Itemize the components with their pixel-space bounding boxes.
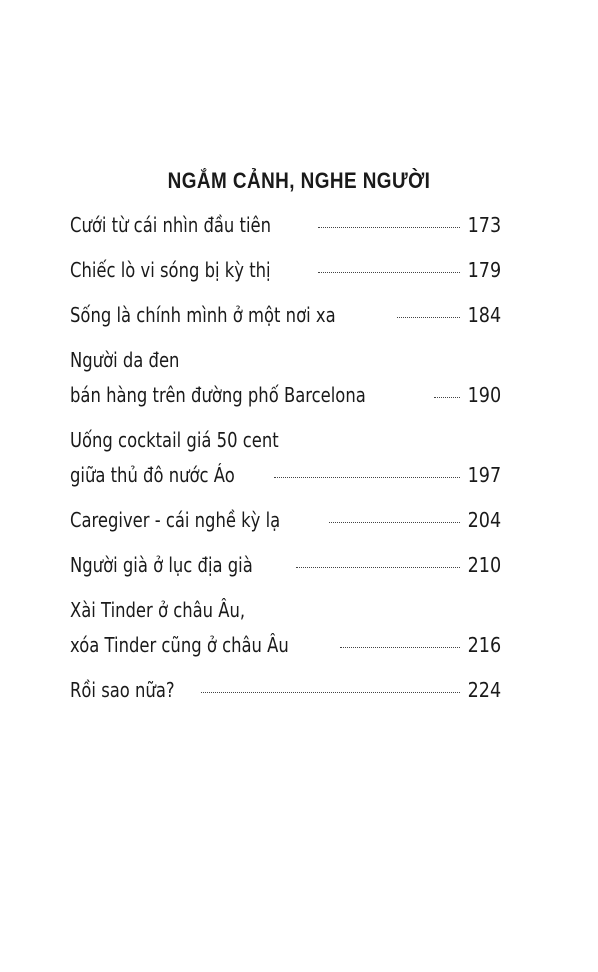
toc-entry bbox=[70, 208, 501, 243]
toc-entry-page: 216 bbox=[467, 633, 501, 657]
toc-entry-page: 179 bbox=[467, 258, 501, 282]
toc-entry-title: Người già ở lục địa già bbox=[70, 553, 253, 577]
dot-leader bbox=[274, 477, 460, 478]
dot-leader bbox=[318, 272, 460, 273]
toc-entry-title-line1: Uống cocktail giá 50 cent bbox=[70, 428, 279, 452]
toc-entry-title: Caregiver - cái nghề kỳ lạ bbox=[70, 508, 281, 532]
toc-entry-title: Sống là chính mình ở một nơi xa bbox=[70, 303, 336, 327]
dot-leader bbox=[329, 522, 459, 523]
toc-entry bbox=[70, 548, 501, 583]
toc-entry-title: Rồi sao nữa? bbox=[70, 678, 175, 702]
toc-entry bbox=[70, 253, 501, 288]
toc-entry bbox=[70, 298, 501, 333]
toc-entry-page: 197 bbox=[467, 463, 501, 487]
dot-leader bbox=[201, 692, 460, 693]
toc-entry-page: 190 bbox=[467, 383, 501, 407]
toc-entry-title: bán hàng trên đường phố Barcelona bbox=[70, 383, 366, 407]
toc-entry-title: xóa Tinder cũng ở châu Âu bbox=[70, 633, 289, 657]
toc-entry bbox=[70, 343, 501, 413]
toc-entry-page: 173 bbox=[467, 213, 501, 237]
toc-entry-page: 210 bbox=[467, 553, 501, 577]
toc-entry-page: 184 bbox=[467, 303, 501, 327]
dot-leader bbox=[318, 227, 460, 228]
dot-leader bbox=[434, 397, 460, 398]
toc-entry bbox=[70, 593, 501, 663]
toc-entry-title-line1: Người da đen bbox=[70, 348, 180, 372]
toc-entry bbox=[70, 423, 501, 493]
dot-leader bbox=[296, 567, 460, 568]
dot-leader bbox=[340, 647, 460, 648]
toc-entry-page: 204 bbox=[467, 508, 501, 532]
toc-entry bbox=[70, 673, 501, 708]
toc-entry-page: 224 bbox=[467, 678, 501, 702]
toc-entry-title: Cưới từ cái nhìn đầu tiên bbox=[70, 213, 272, 237]
toc-entry-title: giữa thủ đô nước Áo bbox=[70, 463, 235, 487]
section-title: NGẮM CẢNH, NGHE NGƯỜI bbox=[167, 168, 431, 193]
toc-entry bbox=[70, 503, 501, 538]
toc-entry-title-line1: Xài Tinder ở châu Âu, bbox=[70, 598, 246, 622]
toc-entry-title: Chiếc lò vi sóng bị kỳ thị bbox=[70, 258, 271, 282]
dot-leader bbox=[397, 317, 460, 318]
table-of-contents bbox=[70, 208, 501, 718]
